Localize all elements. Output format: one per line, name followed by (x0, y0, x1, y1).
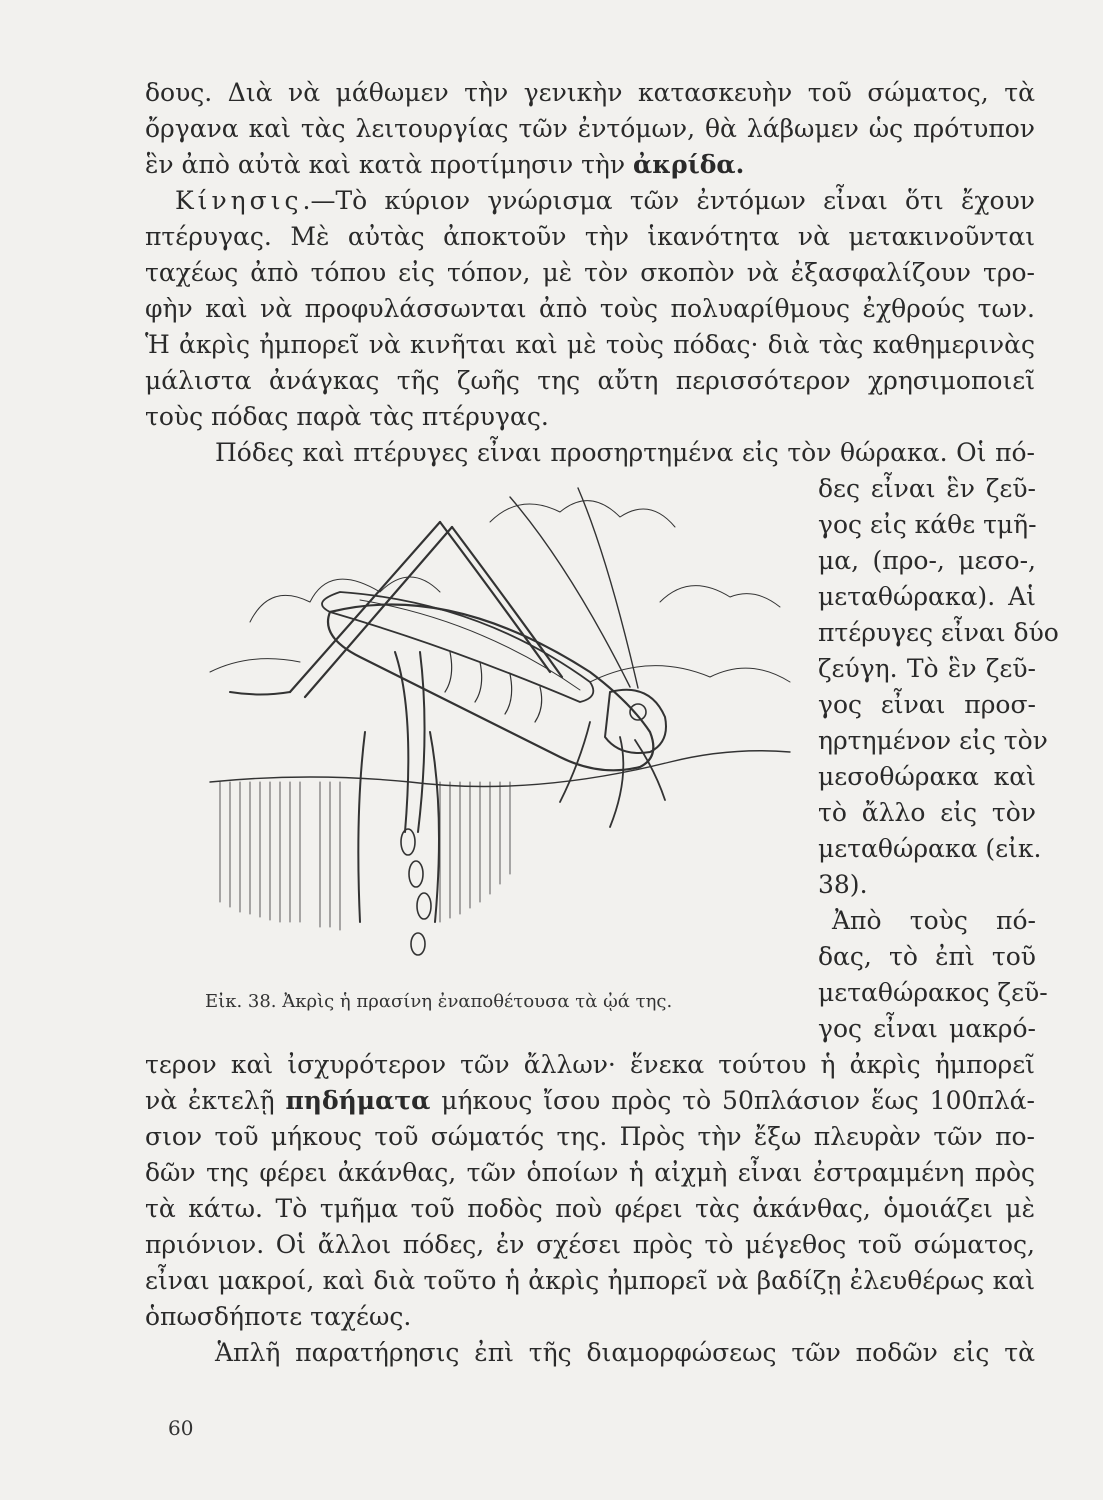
text-line: τὰ κάτω. Τὸ τμῆμα τοῦ ποδὸς ποὺ φέρει τὰς ἀκάνθας, ὁμοιάζει μὲ (145, 1194, 1035, 1223)
column-line: γος εἶναι προσ- (818, 690, 1036, 719)
text-line: Ἡ ἀκρὶς ἠμπορεῖ νὰ κινῆται καὶ μὲ τοὺς πόδας· διὰ τὰς καθημερινὰς (145, 330, 1035, 359)
text-span: νὰ ἐκτελῇ (145, 1086, 286, 1115)
column-line: μεταθώρακα). Αἱ (818, 582, 1036, 611)
text-line: πριόνιον. Οἱ ἄλλοι πόδες, ἐν σχέσει πρὸς τὸ μέγεθος τοῦ σώματος, (145, 1230, 1035, 1259)
column-line: γος εἶναι μακρό- (818, 1014, 1036, 1043)
column-line: ζεύγη. Τὸ ἓν ζεῦ- (818, 654, 1036, 683)
text-span: .—Τὸ κύριον γνώρισμα τῶν ἐντόμων εἶναι ὅτι ἔχουν (302, 186, 1035, 215)
column-line: μα, (προ-, μεσο-, (818, 546, 1036, 575)
text-line: δῶν της φέρει ἀκάνθας, τῶν ὁποίων ἡ αἰχμὴ εἶναι ἐστραμμένη πρὸς (145, 1158, 1035, 1187)
text-line: δους. Διὰ νὰ μάθωμεν τὴν γενικὴν κατασκευὴν τοῦ σώματος, τὰ (145, 78, 1035, 107)
column-line: ηρτημένον εἰς τὸν (818, 726, 1048, 755)
text-line: εἶναι μακροί, καὶ διὰ τοῦτο ἡ ἀκρὶς ἠμπορεῖ νὰ βαδίζῃ ἐλευθέρως καὶ (145, 1266, 1035, 1295)
column-line: τὸ ἄλλο εἰς τὸν (818, 798, 1036, 827)
column-line: μεταθώρακα (εἰκ. (818, 834, 1042, 863)
text-line: πτέρυγας. Μὲ αὐτὰς ἀποκτοῦν τὴν ἱκανότητα νὰ μετακινοῦνται (145, 222, 1035, 251)
text-line: μάλιστα ἀνάγκας τῆς ζωῆς της αὔτη περισσότερον χρησιμοποιεῖ (145, 366, 1035, 395)
text-span: μήκους ἴσου πρὸς τὸ 50πλάσιον ἕως 100πλά- (430, 1086, 1036, 1115)
text-line: ταχέως ἀπὸ τόπου εἰς τόπον, μὲ τὸν σκοπὸν νὰ ἐξασφαλίζουν τρο- (145, 258, 1035, 287)
column-line: μεσοθώρακα καὶ (818, 762, 1036, 791)
term-akrida: ἀκρίδα. (633, 150, 745, 179)
text-line: σιον τοῦ μήκους τοῦ σώματός της. Πρὸς τὴν ἔξω πλευρὰν τῶν πο- (145, 1122, 1035, 1151)
text-line: Πόδες καὶ πτέρυγες εἶναι προσηρτημένα εἰς τὸν θώρακα. Οἱ πό- (215, 438, 1035, 467)
column-line: πτέρυγες εἶναι δύο (818, 618, 1059, 647)
text-line: τοὺς πόδας παρὰ τὰς πτέρυγας. (145, 402, 549, 431)
term-pidimata: πηδήματα (285, 1086, 431, 1115)
page-number: 60 (168, 1416, 194, 1440)
text-line (145, 148, 744, 182)
section-heading-kinisis: Κίνησις (175, 186, 303, 215)
text-line: φὴν καὶ νὰ προφυλάσσωνται ἀπὸ τοὺς πολυαρίθμους ἐχθρούς των. (145, 294, 1035, 323)
text-line (175, 184, 1035, 218)
figure-caption: Εἰκ. 38. Ἀκρὶς ἡ πρασίνη ἐναποθέτουσα τὰ ᾠά της. (205, 991, 673, 1012)
text-line: ὁπωσδήποτε ταχέως. (145, 1302, 412, 1331)
text-line: τερον καὶ ἰσχυρότερον τῶν ἄλλων· ἕνεκα τούτου ἡ ἀκρὶς ἠμπορεῖ (145, 1050, 1035, 1079)
column-line: μεταθώρακος ζεῦ- (818, 978, 1048, 1007)
column-line: 38). (818, 870, 868, 899)
text-line (145, 1084, 1035, 1118)
column-line: γος εἰς κάθε τμῆ- (818, 510, 1037, 539)
text-line: ὄργανα καὶ τὰς λειτουργίας τῶν ἐντόμων, θὰ λάβωμεν ὡς πρότυπον (145, 114, 1035, 143)
text-span: ἓν ἀπὸ αὐτὰ καὶ κατὰ προτίμησιν τὴν (145, 150, 634, 179)
column-line: δας, τὸ ἐπὶ τοῦ (818, 942, 1036, 971)
grasshopper-illustration (190, 482, 802, 974)
column-line: δες εἶναι ἓν ζεῦ- (818, 474, 1036, 503)
column-line: Ἀπὸ τοὺς πό- (832, 906, 1036, 935)
text-line: Ἁπλῆ παρατήρησις ἐπὶ τῆς διαμορφώσεως τῶν ποδῶν εἰς τὰ (215, 1338, 1035, 1367)
